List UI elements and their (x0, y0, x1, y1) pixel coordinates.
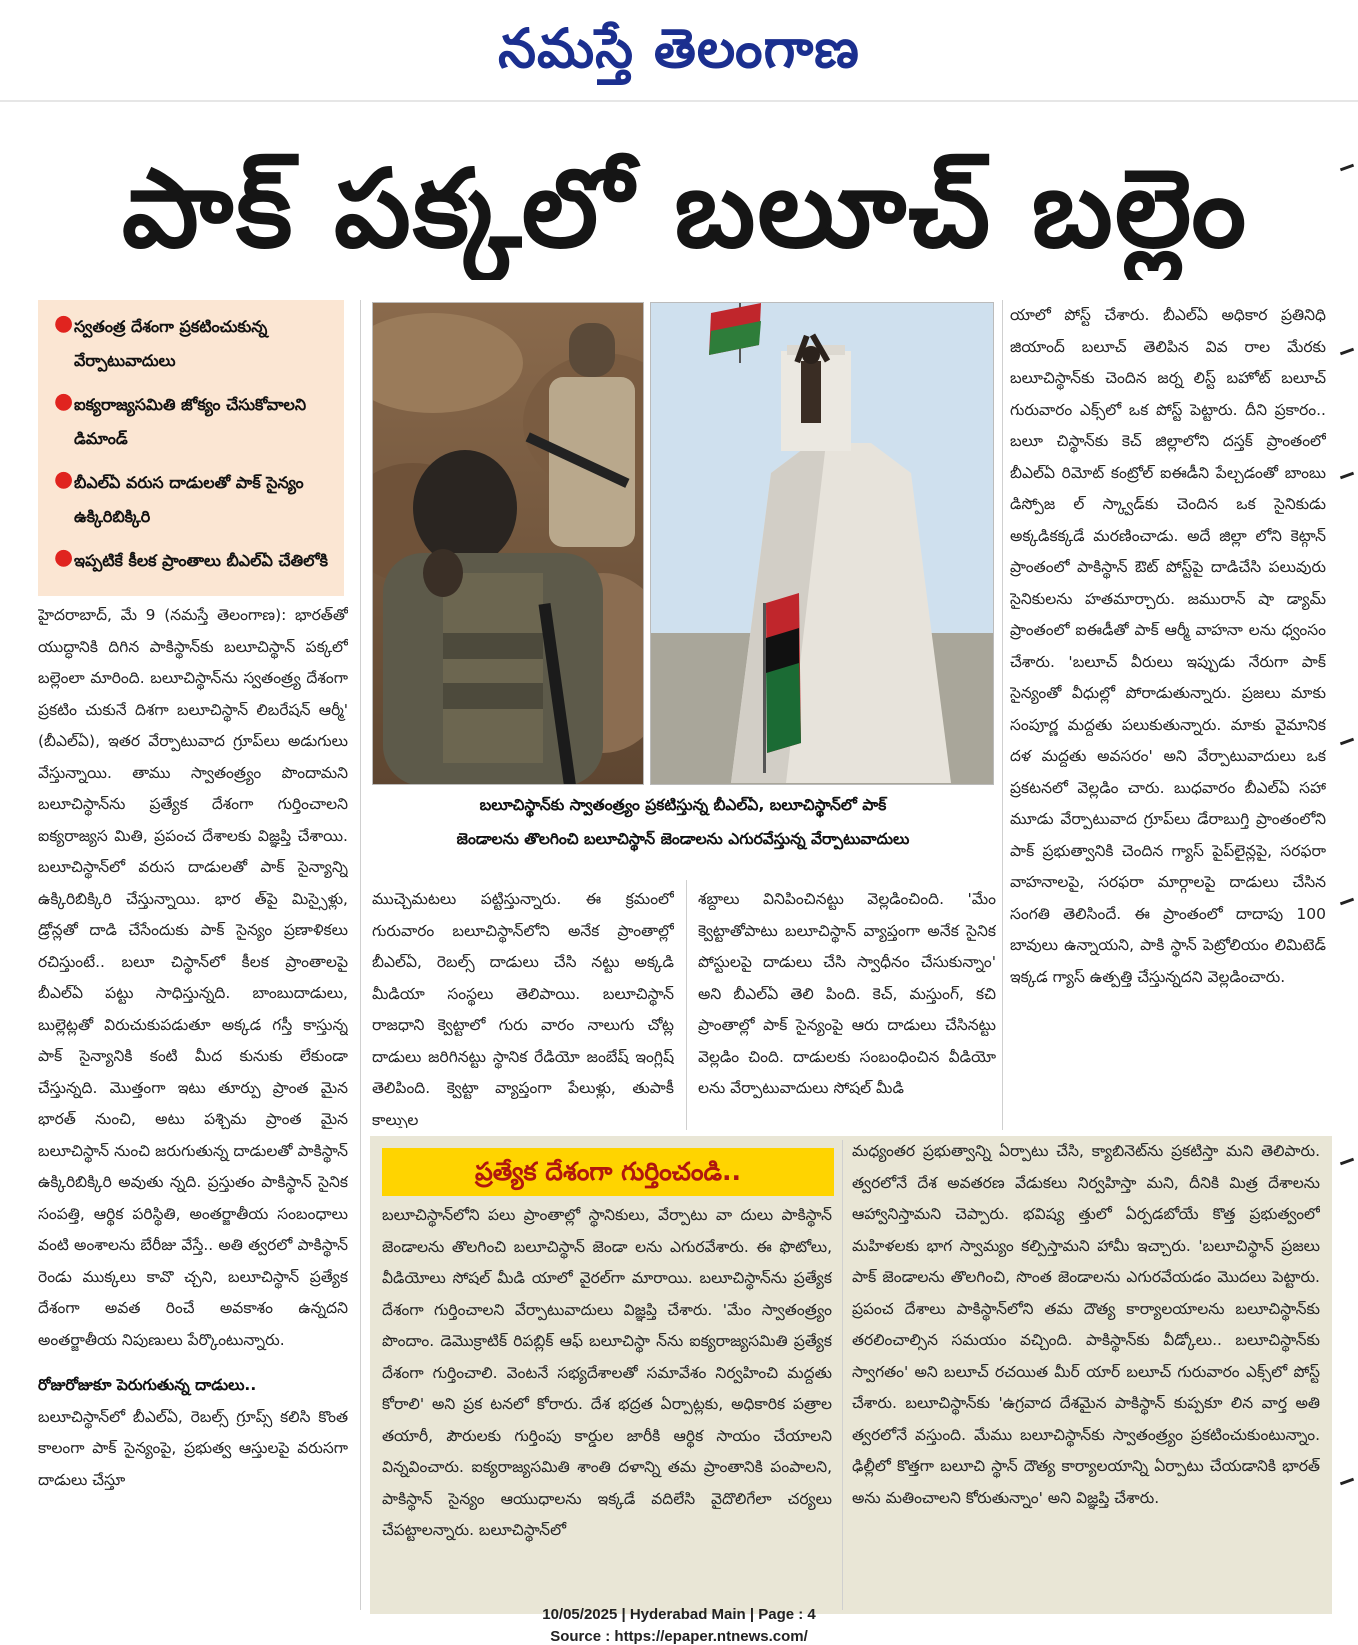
photo-armed-fighters (372, 302, 644, 785)
article-middle-column-2: శబ్దాలు వినిపించినట్టు వెల్లడించింది. 'మేం క్వెట్టాతోపాటు బలూచిస్థాన్ వ్యాప్తంగా అనేక సైనిక పోస్టులపై దాడులు చేసి స్వాధీనం చేసుకున్నాం' అని బీఎల్ఏ తెలి పింది. కెచ్, మస్తుంగ్, కచి ప్రాంతాల్లో పాక్ సైన్యంపై ఆరు దాడులు చేసినట్టు వెల్లడిం చింది. దాడులకు సంబంధించిన వీడియో లను వేర్పాటువాదులు సోషల్ మీడి (698, 890, 996, 1097)
bullet-icon: ● (54, 389, 74, 414)
column-divider (686, 880, 687, 1130)
article-right-column: యాలో పోస్ట్ చేశారు. బీఎల్ఏ అధికార ప్రతినిధి జియాంద్ బలూచ్ తెలిపిన వివ రాల మేరకు బలూచిస్థాన్‌కు చెందిన జర్న లిస్ట్ బహోట్ బలూచ్ గురువారం ఎక్స్‌లో ఒక పోస్ట్ పెట్టారు. దీని ప్రకారం.. బలూ చిస్థాన్‌కు కెచ్ జిల్లాలోని దస్తక్ ప్రాంతంలో బీఎల్ఏ రిమోట్ కంట్రోల్ ఐఈడీని పేల్చడంతో బాంబు డిస్పోజ ల్ స్క్వాడ్‌కు చెందిన ఒక సైనికుడు అక్కడికక్కడే మరణించాడు. అదే జిల్లా లోని కెట్గాన్ ప్రాంతంలో పాకిస్థాన్ ఔట్ పోస్ట్‌పై దాడిచేసి పలువురు సైనికులను హతమార్చారు. జమురాన్ షా డ్యామ్ ప్రాంతంలో ఐఈడీతో పాక్ ఆర్మీ వాహనా లను ధ్వంసం చేశారు. 'బలూచ్ వీరులు ఇప్పుడు నేరుగా పాక్ సైన్యంతో వీధుల్లో పోరాడుతున్నారు. ప్రజలు మాకు సంపూర్ణ మద్దతు పలుకుతున్నారు. మాకు వైమానిక దళ మద్దతు అవసరం' అని వేర్పాటువాదులు ఒక ప్రకటనలో వెల్లడిం చారు. బుధవారం బీఎల్ఏ సహా మూడు వేర్పాటువాద గ్రూప్‌లు డేరాబుగ్తి ప్రాంతంలోని పాక్ ప్రభుత్వానికి చెందిన గ్యాస్ పైప్‌లైన్లపై, సరఫరా వాహనాలపై, సరఫరా మార్గాలపై దాడులు చేసిన సంగతి తెలిసిందే. ఈ ప్రాంతంలో దాదాపు 100 బావులు ఉన్నాయని, పాకి స్థాన్ పెట్రోలియం లిమిటెడ్ ఇక్కడ గ్యాస్ ఉత్పత్తి చేస్తున్నదని వెల్లడించారు. (1010, 306, 1326, 986)
sidebar-column-2: మధ్యంతర ప్రభుత్వాన్ని ఏర్పాటు చేసి, క్యాబినెట్‌ను ప్రకటిస్తా మని తెలిపారు. త్వరలోనే దేశ అవతరణ వేడుకలు నిర్వహిస్తా మని, దీనికి మిత్ర దేశాలను ఆహ్వానిస్తామని చెప్పారు. భవిష్య త్తులో ఏర్పడబోయే కొత్త ప్రభుత్వంలో మహిళలకు భాగ స్వామ్యం కల్పిస్తామని హామీ ఇచ్చారు. 'బలూచిస్థాన్ ప్రజలు పాక్ జెండాలను తొలగించి, సొంత జెండాలను ఎగురవేయడం మొదలు పెట్టారు. ప్రపంచ దేశాలు పాకిస్థాన్‌లోని తమ దౌత్య కార్యాలయాలను బలూచిస్థాన్‌కు తరలించాల్సిన సమయం వచ్చింది. పాకిస్థాన్‌కు వీడ్కోలు.. బలూచిస్థాన్‌కు స్వాగతం' అని బలూచ్ రచయిత మీర్ యార్ బలూచ్ గురువారం ఎక్స్‌లో పోస్ట్ చేశారు. బలూచిస్థాన్‌కు 'ఉగ్రవాద దేశమైన పాకిస్థాన్ కుప్పకూ లిన వార్త అతి త్వరలోనే వస్తుంది. మేము బలూచిస్థాన్‌కు స్వాతంత్ర్యం ప్రకటించుకుంటున్నాం. ఢిల్లీలో కొత్తగా బలూచి స్థాన్ దౌత్య కార్యాలయాన్ని ఏర్పాటు చేయడానికి భారత్ అను మతించాలని కోరుతున్నాం' అని విజ్ఞప్తి చేశారు. (852, 1142, 1320, 1507)
sidebar-banner: ప్రత్యేక దేశంగా గుర్తించండి.. (382, 1148, 834, 1196)
photo-caption (372, 788, 994, 864)
highlights-box (38, 300, 344, 596)
page-footer (0, 1604, 1358, 1645)
article-left-column (38, 600, 348, 1600)
highlight-text: ఐక్యరాజ్యసమితి జోక్యం చేసుకోవాలని డిమాండ్ (74, 395, 307, 448)
highlight-text: ఇప్పటికే కీలక ప్రాంతాలు బీఎల్ఏ చేతిలోకి (74, 551, 329, 570)
page-edge-mark (1340, 898, 1354, 906)
bullet-icon: ● (54, 545, 74, 570)
footer-edition-info: 10/05/2025 | Hyderabad Main | Page : 4 (542, 1606, 816, 1623)
highlight-item (54, 544, 332, 578)
page-edge-mark (1340, 1478, 1354, 1486)
page-edge-mark (1340, 472, 1354, 480)
page-headline: పాక్ పక్కలో బలూచ్ బల్లెం (121, 147, 1249, 272)
page-edge-mark (1340, 1158, 1354, 1166)
caption-line: బలూచిస్థాన్‌కు స్వాతంత్ర్యం ప్రకటిస్తున్న బీఎల్ఏ, బలూచిస్థాన్‌లో పాక్ (479, 796, 887, 814)
page-edge-mark (1340, 738, 1354, 746)
bullet-icon: ● (54, 311, 74, 336)
article-paragraph: బలూచిస్థాన్‌లో బీఎల్ఏ, రెబల్స్ గ్రూప్స్ కలిసి కొంత కాలంగా పాక్ సైన్యంపై, ప్రభుత్వ ఆస్తులపై వరుసగా దాడులు చేస్తూ (38, 1407, 348, 1489)
page-edge-mark (1340, 348, 1354, 356)
newspaper-logo: నమస్తే తెలంగాణ (498, 16, 860, 80)
photo-flag-raising (650, 302, 994, 785)
highlight-item (54, 388, 332, 456)
caption-line: జెండాలను తొలగించి బలూచిస్థాన్ జెండాలను ఎగురవేస్తున్న వేర్పాటువాదులు (456, 830, 910, 848)
masthead-divider (0, 100, 1358, 102)
highlight-text: స్వతంత్ర దేశంగా ప్రకటించుకున్న వేర్పాటువాదులు (74, 317, 268, 370)
column-divider (1002, 300, 1003, 1130)
highlight-text: బీఎల్ఏ వరుస దాడులతో పాక్ సైన్యం ఉక్కిరిబిక్కిరి (74, 473, 304, 526)
column-divider (360, 300, 361, 1610)
bullet-icon: ● (54, 467, 74, 492)
highlight-item (54, 466, 332, 534)
highlight-item (54, 310, 332, 378)
article-paragraph: హైదరాబాద్, మే 9 (నమస్తే తెలంగాణ): భారత్‌తో యుద్ధానికి దిగిన పాకిస్థాన్‌కు బలూచిస్థాన్ పక్కలో బల్లెంలా మారింది. బలూచిస్థాన్‌ను స్వతంత్ర్య దేశంగా ప్రకటిం చుకునే దిశగా బలూచిస్థాన్ లిబరేషన్ ఆర్మీ' (బీఎల్ఏ), ఇతర వేర్పాటువాద గ్రూప్‌లు అడుగులు వేస్తున్నాయి. తాము స్వాతంత్ర్యం పొందామని బలూచిస్థాన్‌ను ప్రత్యేక దేశంగా గుర్తించాలని ఐక్యరాజ్యస మితి, ప్రపంచ దేశాలకు విజ్ఞప్తి చేశాయి. బలూచిస్థాన్‌లో వరుస దాడులతో పాక్ సైన్యాన్ని ఉక్కిరిబిక్కిరి చేస్తున్నాయి. భార త్‌పై మిస్సైళ్లు, డ్రోన్లతో దాడి చేసేందుకు పాక్ సైన్యం ప్రణాళికలు రచిస్తుంటే.. బలూ చిస్థాన్‌లో కీలక ప్రాంతాలపై బీఎల్ఏ పట్టు సాధిస్తున్నది. బాంబుదాడులు, బుల్లెట్లతో విరుచుకుపడుతూ అక్కడ గస్తీ కాస్తున్న పాక్ సైన్యానికి కంటి మీద కునుకు లేకుండా చేస్తున్నది. మొత్తంగా ఇటు తూర్పు ప్రాంత మైన భారత్ నుంచి, అటు పశ్చిమ ప్రాంత మైన బలూచిస్థాన్ నుంచి జరుగుతున్న దాడులతో పాకిస్థాన్ ఉక్కిరిబిక్కిరి అవుతు న్నది. ప్రస్తుతం పాకిస్థాన్ సైనిక సంపత్తి, ఆర్థిక పరిస్థితి, అంతర్జాతీయ సంబంధాలు వంటి అంశాలను బేరీజు వేస్తే.. అతి త్వరలో పాకిస్థాన్ రెండు ముక్కలు కావొ చ్చని, బలూచిస్థాన్ ప్రత్యేక దేశంగా అవత రించే అవకాశం ఉన్నదని అంతర్జాతీయ నిపుణులు పేర్కొంటున్నారు. (38, 606, 348, 1349)
page-edge-mark (1340, 164, 1354, 172)
section-subheading: రోజురోజుకూ పెరుగుతున్న దాడులు.. (38, 1376, 257, 1394)
article-middle-column-1: ముచ్చెమటలు పట్టిస్తున్నారు. ఈ క్రమంలో గురువారం బలూచిస్థాన్‌లోని అనేక ప్రాంతాల్లో బీఎల్ఏ, రెబల్స్ దాడులు చేసి నట్టు అక్కడి మీడియా సంస్థలు తెలిపాయి. బలూచిస్థాన్ రాజధాని క్వెట్టాలో గురు వారం నాలుగు చోట్ల దాడులు జరిగినట్టు స్థానిక రేడియో జంబేష్ ఇంగ్లిష్ తెలిపింది. క్వెట్టా వ్యాప్తంగా పేలుళ్లు, తుపాకీ కాల్పుల (372, 890, 674, 1128)
masthead (0, 8, 1358, 88)
column-divider (842, 1140, 843, 1610)
footer-source: Source : https://epaper.ntnews.com/ (550, 1628, 808, 1645)
sidebar-column-1: బలూచిస్థాన్‌లోని పలు ప్రాంతాల్లో స్థానికులు, వేర్పాటు వా దులు పాకిస్థాన్ జెండాలను తొలగించి బలూచిస్థాన్ జెండా లను ఎగురవేశారు. ఈ ఫొటోలు, వీడియోలు సోషల్ మీడి యాలో వైరల్‌గా మారాయి. బలూచిస్థాన్‌ను ప్రత్యేక దేశంగా గుర్తించాలని వేర్పాటువాదులు విజ్ఞప్తి చేశారు. 'మేం స్వాతంత్ర్యం పొందాం. డెమొక్రాటిక్ రిపబ్లిక్ ఆఫ్ బలూచిస్థా న్‌ను ఐక్యరాజ్యసమితి ప్రత్యేక దేశంగా గుర్తించాలి. వెంటనే సభ్యదేశాలతో సమావేశం నిర్వహించి మద్దతు కోరాలి' అని ప్రక టనలో కోరారు. దేశ భద్రత ఏర్పాట్లకు, అధికారిక పత్రాల తయారీ, పౌరులకు గుర్తింపు కార్డుల జారీకి ఆర్థిక సాయం చేయాలని విన్నవించారు. ఐక్యరాజ్యసమితి శాంతి దళాన్ని తమ ప్రాంతానికి పంపాలని, పాకిస్థాన్ సైన్యం ఆయుధాలను ఇక్కడే వదిలేసి వైదొలిగేలా చర్యలు చేపట్టాలన్నారు. బలూచిస్థాన్‌లో (382, 1206, 832, 1539)
